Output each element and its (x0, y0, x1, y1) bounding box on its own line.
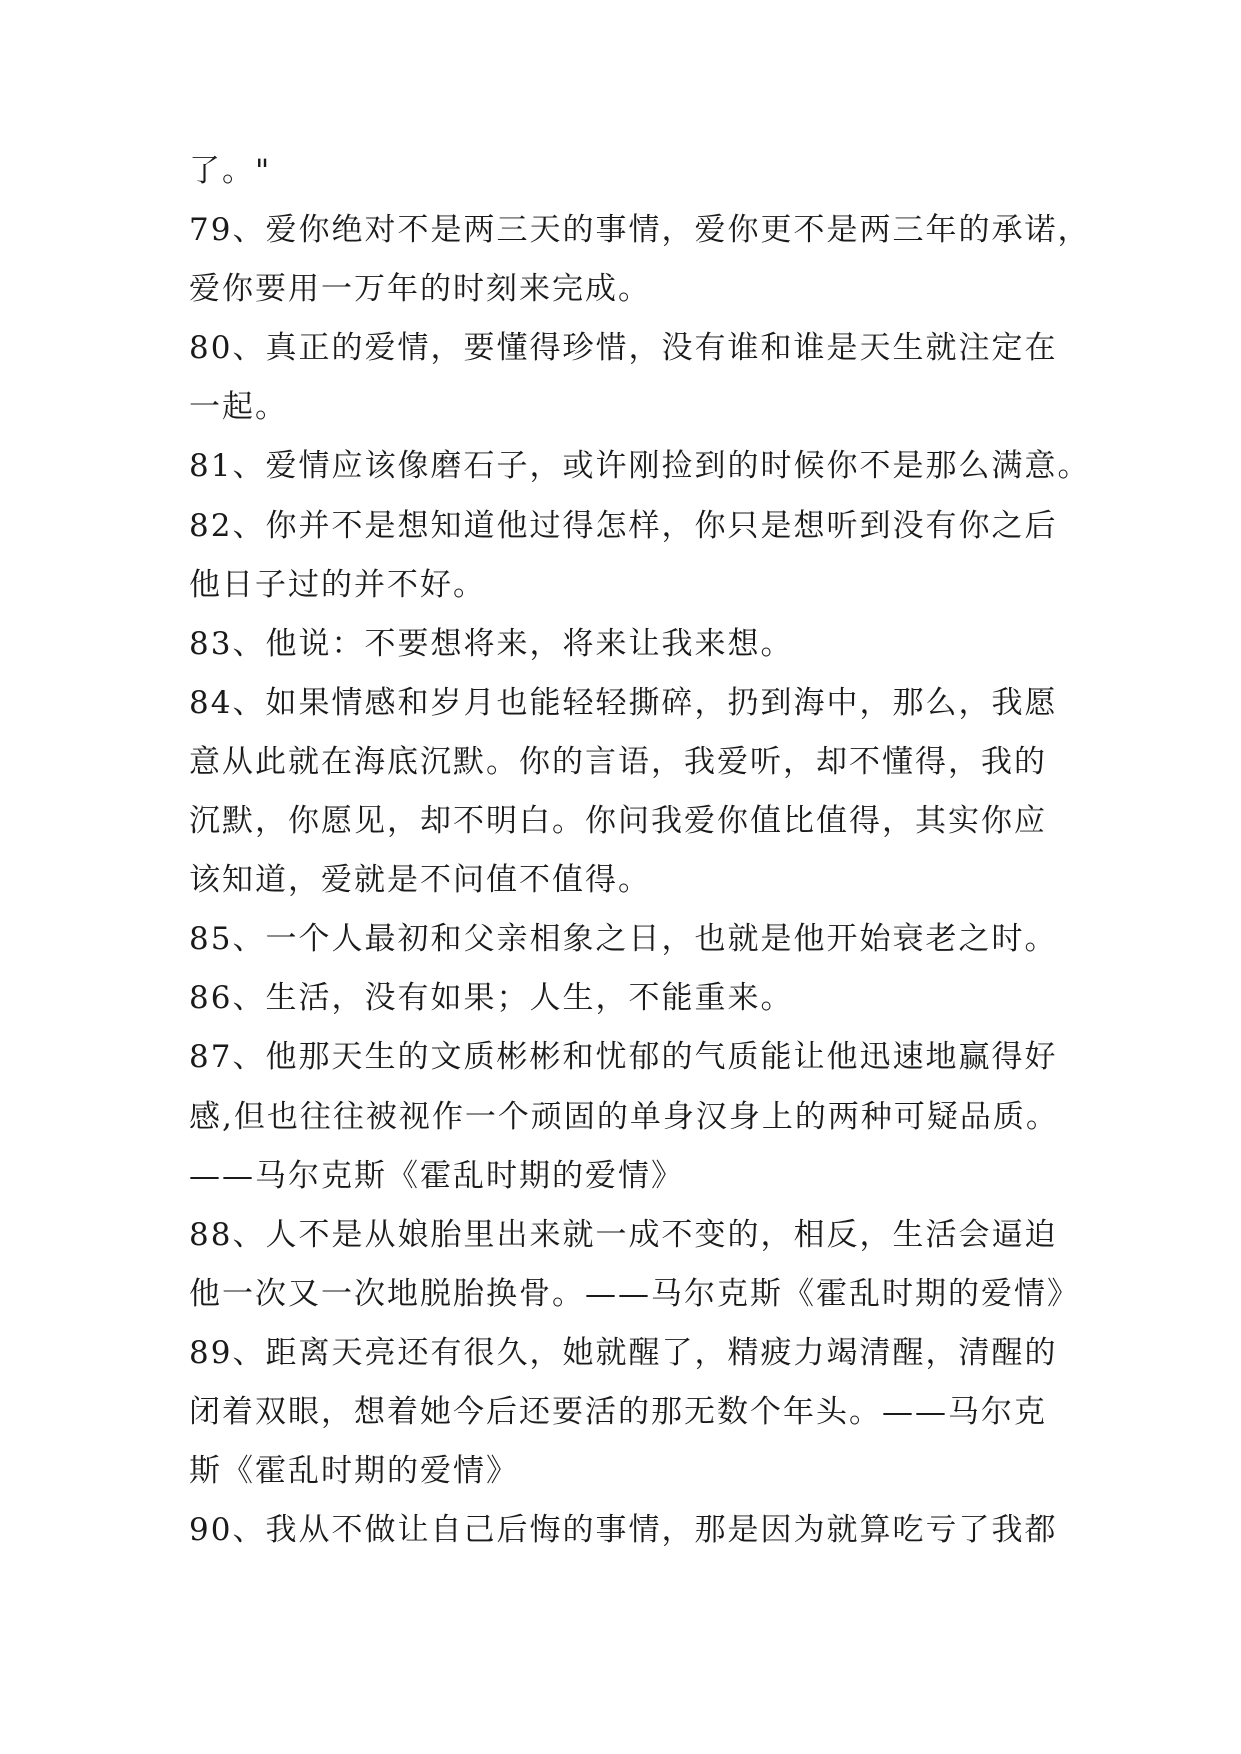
text-line: 83、他说：不要想将来，将来让我来想。 (189, 625, 794, 662)
text-line: 85、一个人最初和父亲相象之日，也就是他开始衰老之时。 (189, 921, 1058, 958)
text-line: 他一次又一次地脱胎换骨。——马尔克斯《霍乱时期的爱情》 (189, 1275, 1080, 1312)
text-line: 89、距离天亮还有很久，她就醒了，精疲力竭清醒，清醒的 (189, 1334, 1058, 1371)
text-line: 了。" (189, 153, 272, 189)
text-line: 沉默，你愿见，却不明白。你问我爱你值比值得，其实你应 (189, 803, 1047, 840)
text-line: 88、人不是从娘胎里出来就一成不变的，相反，生活会逼迫 (189, 1216, 1058, 1253)
text-line: 82、你并不是想知道他过得怎样，你只是想听到没有你之后 (189, 507, 1058, 544)
text-line: 90、我从不做让自己后悔的事情，那是因为就算吃亏了我都 (189, 1512, 1058, 1549)
text-line: 86、生活，没有如果；人生，不能重来。 (189, 980, 794, 1017)
text-line: 79、爱你绝对不是两三天的事情，爱你更不是两三年的承诺， (189, 212, 1091, 249)
text-line: 斯《霍乱时期的爱情》 (189, 1453, 519, 1490)
text-line: ——马尔克斯《霍乱时期的爱情》 (189, 1157, 684, 1194)
text-line: 一起。 (189, 389, 288, 426)
text-line: 爱你要用一万年的时刻来完成。 (189, 271, 651, 308)
text-line: 81、爱情应该像磨石子，或许刚捡到的时候你不是那么满意。 (189, 448, 1091, 485)
text-line: 感,但也往往被视作一个顽固的单身汉身上的两种可疑品质。 (189, 1098, 1059, 1135)
text-line: 闭着双眼，想着她今后还要活的那无数个年头。——马尔克 (189, 1393, 1047, 1430)
text-line: 84、如果情感和岁月也能轻轻撕碎，扔到海中，那么，我愿 (189, 684, 1058, 721)
text-line: 他日子过的并不好。 (189, 566, 486, 603)
text-line: 该知道，爱就是不问值不值得。 (189, 862, 651, 899)
text-line: 87、他那天生的文质彬彬和忧郁的气质能让他迅速地赢得好 (189, 1039, 1058, 1076)
text-line: 80、真正的爱情，要懂得珍惜，没有谁和谁是天生就注定在 (189, 330, 1058, 367)
text-line: 意从此就在海底沉默。你的言语，我爱听，却不懂得，我的 (189, 743, 1047, 780)
body-text (189, 142, 1091, 1560)
